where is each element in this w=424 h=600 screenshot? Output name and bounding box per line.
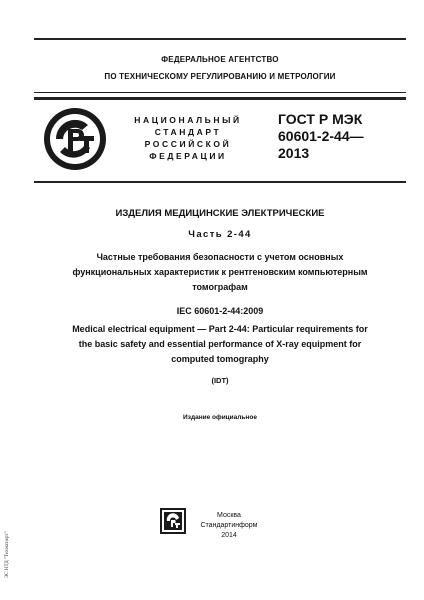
rst-certification-mark-icon [42,106,108,172]
document-part: Часть 2-44 [188,229,252,240]
standard-designation-line-2: 60601-2-44— [278,128,364,144]
sidebar-note: ЭС НТД "Техэксперт" [5,531,10,578]
national-standard-line-4: ФЕДЕРАЦИИ [149,151,227,161]
header-bottom-rule [34,181,406,183]
english-title-line: the basic safety and essential performance of X-ray equipment for [78,339,362,349]
publisher-name: Стандартинформ [200,522,258,529]
top-rule [34,38,406,40]
standard-designation-line-3: 2013 [278,145,310,161]
national-standard-line-2: СТАНДАРТ [154,127,222,137]
national-standard-line-1: НАЦИОНАЛЬНЫЙ [134,115,242,125]
standartinform-logo-icon [160,508,186,534]
identical-marker: (IDT) [211,376,229,385]
english-title [34,322,406,367]
document-title: ИЗДЕЛИЯ МЕДИЦИНСКИЕ ЭЛЕКТРИЧЕСКИЕ [115,208,325,219]
russian-subtitle-line: томографам [192,282,248,292]
english-title-line: Medical electrical equipment — Part 2-44: Particular requirements for [72,324,368,334]
double-rule-thick [34,97,406,100]
double-rule-thin [34,92,406,93]
standard-designation-line-1: ГОСТ Р МЭК [278,111,363,127]
national-standard-line-3: РОССИЙСКОЙ [144,139,232,149]
english-title-line: computed tomography [171,354,269,364]
iec-code: IEC 60601-2-44:2009 [176,306,264,316]
russian-subtitle-line: функциональных характеристик к рентгеновским компьютерным [72,267,368,277]
agency-line-2: ПО ТЕХНИЧЕСКОМУ РЕГУЛИРОВАНИЮ И МЕТРОЛОГИИ [104,72,336,81]
russian-subtitle-line: Частные требования безопасности с учетом основных [96,252,344,262]
agency-line-1: ФЕДЕРАЛЬНОЕ АГЕНТСТВО [161,55,279,64]
publisher-year: 2014 [221,532,237,539]
edition-label: Издание официальное [183,414,257,421]
publisher-city: Москва [217,512,241,519]
russian-subtitle [34,250,406,295]
